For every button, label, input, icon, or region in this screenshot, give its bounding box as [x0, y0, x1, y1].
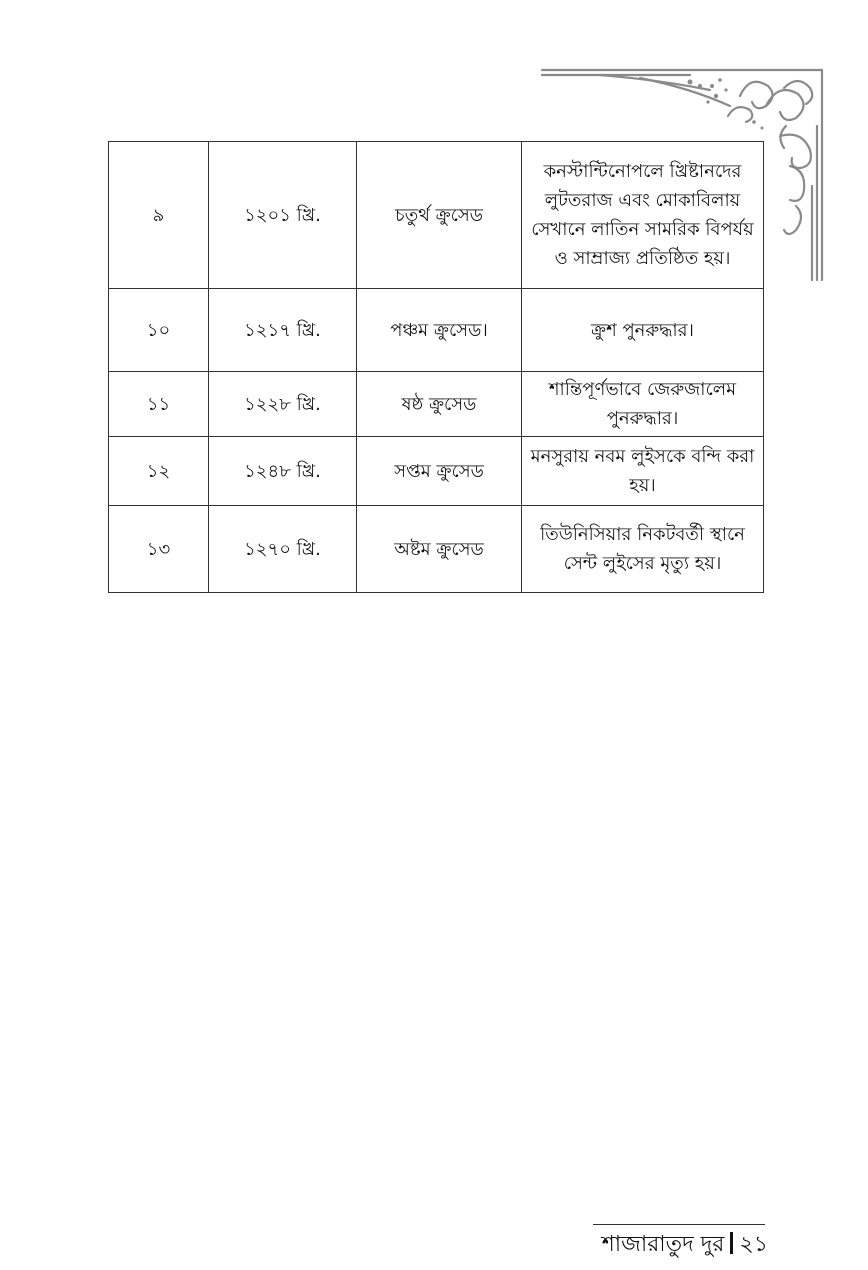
serial-cell: ৯ [109, 142, 209, 289]
year-cell: ১২২৮ খ্রি. [209, 372, 357, 437]
crusade-cell: ষষ্ঠ ক্রুসেড [357, 372, 522, 437]
crusade-cell: অষ্টম ক্রুসেড [357, 506, 522, 593]
page-footer [602, 1230, 768, 1260]
year-cell: ১২৪৮ খ্রি. [209, 437, 357, 506]
year-cell: ১২১৭ খ্রি. [209, 289, 357, 372]
table-row [109, 289, 764, 372]
event-cell: মনসুরায় নবম লুইসকে বন্দি করা হয়। [522, 437, 764, 506]
serial-cell: ১২ [109, 437, 209, 506]
event-cell: কনস্টান্টিনোপলে খ্রিষ্টানদের লুটতরাজ এবং মোকাবিলায় সেখানে লাতিন সামরিক বিপর্যয় ও সাম্রাজ্য প্রতিষ্ঠিত হয়। [522, 142, 764, 289]
year-cell: ১২৭০ খ্রি. [209, 506, 357, 593]
serial-cell: ১১ [109, 372, 209, 437]
footer-separator [730, 1232, 733, 1254]
event-cell: ক্রুশ পুনরুদ্ধার। [522, 289, 764, 372]
table-row [109, 437, 764, 506]
serial-cell: ১০ [109, 289, 209, 372]
footer-divider [593, 1224, 765, 1225]
book-title: শাজারাতুদ দুর [601, 1232, 725, 1257]
crusade-cell: সপ্তম ক্রুসেড [357, 437, 522, 506]
crusade-cell: চতুর্থ ক্রুসেড [357, 142, 522, 289]
crusade-cell: পঞ্চম ক্রুসেড। [357, 289, 522, 372]
table-row [109, 506, 764, 593]
crusades-table [108, 141, 764, 593]
page-number: ২১ [739, 1232, 768, 1257]
serial-cell: ১৩ [109, 506, 209, 593]
year-cell: ১২০১ খ্রি. [209, 142, 357, 289]
table-row [109, 142, 764, 289]
event-cell: তিউনিসিয়ার নিকটবর্তী স্থানে সেন্ট লুইসের মৃত্যু হয়। [522, 506, 764, 593]
event-cell: শান্তিপূর্ণভাবে জেরুজালেম পুনরুদ্ধার। [522, 372, 764, 437]
table-row [109, 372, 764, 437]
